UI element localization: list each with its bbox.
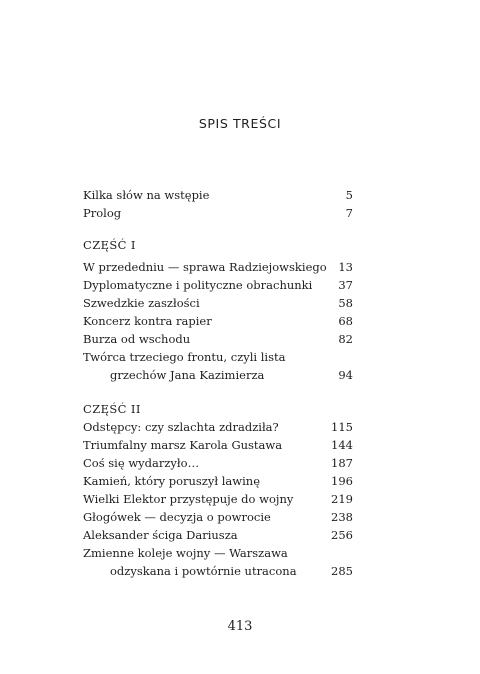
toc-entry[interactable] — [83, 330, 353, 348]
part-section — [83, 236, 353, 384]
toc-entry-title: Kamień, który poruszył lawinę — [83, 474, 261, 488]
toc-entry-title-continuation: odzyskana i powtórnie utracona — [110, 564, 297, 578]
toc-entry-page: 285 — [331, 564, 353, 578]
toc-entry-title: Aleksander ściga Dariusza — [83, 528, 238, 542]
toc-entry-title: Kilka słów na wstępie — [83, 188, 210, 202]
toc-entry[interactable] — [83, 258, 353, 276]
toc-entry-title: Triumfalny marsz Karola Gustawa — [83, 438, 283, 452]
toc-entry-page: 7 — [345, 206, 353, 220]
part-heading: CZĘŚĆ I — [83, 238, 136, 252]
toc-entry-title: Głogówek — decyzja o powrocie — [83, 510, 271, 524]
toc-entry-title: Zmienne koleje wojny — Warszawa — [83, 546, 288, 560]
toc-entry-page: 58 — [338, 296, 353, 310]
toc-entry[interactable] — [83, 436, 353, 454]
toc-entry[interactable] — [83, 186, 353, 204]
toc-entry[interactable] — [83, 544, 353, 580]
page-number: 413 — [227, 619, 253, 634]
toc-entry-page: 144 — [331, 438, 353, 452]
toc-entry-title: Koncerz kontra rapier — [83, 314, 212, 328]
toc-entry-title: Odstępcy: czy szlachta zdradziła? — [83, 420, 279, 434]
toc-entry-title: Burza od wschodu — [83, 332, 191, 346]
toc-entry-title: Prolog — [83, 206, 122, 220]
toc-entry[interactable] — [83, 204, 353, 222]
intro-section — [83, 186, 353, 222]
toc-entry-title: W przededniu — sprawa Radziejowskiego — [83, 260, 327, 274]
toc-entry-title: Szwedzkie zaszłości — [83, 296, 200, 310]
toc-entry-title: Twórca trzeciego frontu, czyli lista — [83, 350, 286, 364]
toc-entry[interactable] — [83, 348, 353, 384]
page-title: SPIS TREŚCI — [198, 116, 282, 131]
toc-entry[interactable] — [83, 472, 353, 490]
toc-entry[interactable] — [83, 276, 353, 294]
toc-entry[interactable] — [83, 454, 353, 472]
toc-entry[interactable] — [83, 418, 353, 436]
toc-entry[interactable] — [83, 294, 353, 312]
toc-entry-title: Wielki Elektor przystępuje do wojny — [83, 492, 294, 506]
toc-entry-page: 187 — [331, 456, 353, 470]
toc-entry-page: 196 — [331, 474, 353, 488]
toc-entry-page: 94 — [338, 368, 353, 382]
toc-entry-title: Coś się wydarzyło… — [83, 456, 200, 470]
toc-entry-page: 68 — [338, 314, 353, 328]
toc-entry-page: 115 — [331, 420, 353, 434]
toc-entry[interactable] — [83, 312, 353, 330]
toc-entry-page: 238 — [331, 510, 353, 524]
toc-entry[interactable] — [83, 490, 353, 508]
part-heading: CZĘŚĆ II — [83, 402, 141, 416]
toc-entry-page: 256 — [331, 528, 353, 542]
toc-entry-page: 82 — [338, 332, 353, 346]
toc-entry-page: 13 — [338, 260, 353, 274]
part-section — [83, 400, 353, 580]
toc-entry-page: 5 — [345, 188, 353, 202]
toc-entry-page: 37 — [338, 278, 353, 292]
toc-entry-page: 219 — [331, 492, 353, 506]
toc-entry[interactable] — [83, 526, 353, 544]
toc-entry-title: Dyplomatyczne i polityczne obrachunki — [83, 278, 313, 292]
toc-entry[interactable] — [83, 508, 353, 526]
toc-entry-title-continuation: grzechów Jana Kazimierza — [110, 368, 265, 382]
